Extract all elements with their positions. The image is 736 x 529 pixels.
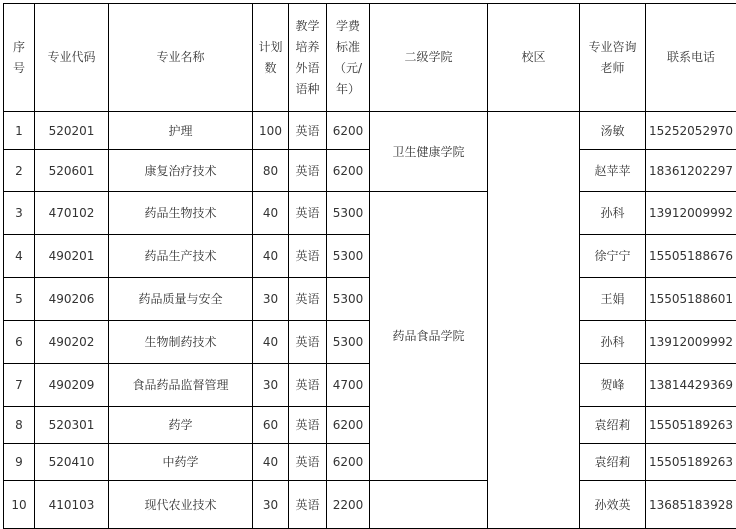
cell-fee: 6200: [327, 112, 370, 150]
cell-name: 生物制药技术: [109, 321, 253, 364]
cell-plan: 30: [253, 364, 289, 407]
cell-college-health: 卫生健康学院: [370, 112, 488, 192]
cell-name: 药学: [109, 407, 253, 444]
cell-seq: 5: [4, 278, 35, 321]
cell-name: 药品生物技术: [109, 192, 253, 235]
header-fee: 学费 标准 （元/ 年）: [327, 4, 370, 112]
cell-phone: 15505189263: [646, 407, 736, 444]
cell-seq: 2: [4, 150, 35, 192]
cell-seq: 1: [4, 112, 35, 150]
header-name: 专业名称: [109, 4, 253, 112]
header-teacher: 专业咨询 老师: [580, 4, 646, 112]
cell-fee: 5300: [327, 192, 370, 235]
cell-teacher: 孙科: [580, 192, 646, 235]
cell-code: 520601: [35, 150, 109, 192]
header-campus: 校区: [488, 4, 580, 112]
cell-seq: 7: [4, 364, 35, 407]
cell-code: 410103: [35, 481, 109, 529]
cell-fee: 6200: [327, 407, 370, 444]
header-code: 专业代码: [35, 4, 109, 112]
cell-phone: 15252052970: [646, 112, 736, 150]
cell-name: 康复治疗技术: [109, 150, 253, 192]
cell-seq: 10: [4, 481, 35, 529]
cell-fee: 4700: [327, 364, 370, 407]
cell-phone: 13912009992: [646, 192, 736, 235]
cell-college-empty: [370, 481, 488, 529]
cell-plan: 30: [253, 278, 289, 321]
cell-fee: 6200: [327, 444, 370, 481]
cell-seq: 6: [4, 321, 35, 364]
cell-language: 英语: [289, 407, 327, 444]
header-phone: 联系电话: [646, 4, 736, 112]
cell-plan: 60: [253, 407, 289, 444]
cell-code: 470102: [35, 192, 109, 235]
cell-teacher: 袁绍莉: [580, 444, 646, 481]
cell-teacher: 孙效英: [580, 481, 646, 529]
cell-college-pharma: 药品食品学院: [370, 192, 488, 481]
cell-code: 490206: [35, 278, 109, 321]
cell-code: 490201: [35, 235, 109, 278]
cell-teacher: 孙科: [580, 321, 646, 364]
cell-teacher: 王娟: [580, 278, 646, 321]
cell-plan: 30: [253, 481, 289, 529]
table-row: [4, 192, 736, 235]
cell-plan: 40: [253, 235, 289, 278]
cell-language: 英语: [289, 364, 327, 407]
cell-teacher: 赵苹苹: [580, 150, 646, 192]
cell-phone: 15505189263: [646, 444, 736, 481]
table-row: [4, 112, 736, 150]
cell-phone: 18361202297: [646, 150, 736, 192]
cell-fee: 6200: [327, 150, 370, 192]
cell-seq: 3: [4, 192, 35, 235]
header-row: [4, 4, 736, 112]
cell-code: 520410: [35, 444, 109, 481]
cell-phone: 15505188601: [646, 278, 736, 321]
cell-language: 英语: [289, 150, 327, 192]
cell-name: 中药学: [109, 444, 253, 481]
cell-plan: 40: [253, 192, 289, 235]
cell-plan: 40: [253, 444, 289, 481]
cell-language: 英语: [289, 192, 327, 235]
cell-name: 食品药品监督管理: [109, 364, 253, 407]
header-seq: 序 号: [4, 4, 35, 112]
cell-fee: 5300: [327, 235, 370, 278]
cell-code: 490209: [35, 364, 109, 407]
header-plan: 计划 数: [253, 4, 289, 112]
cell-name: 药品生产技术: [109, 235, 253, 278]
cell-plan: 100: [253, 112, 289, 150]
cell-phone: 13814429369: [646, 364, 736, 407]
cell-teacher: 贺峰: [580, 364, 646, 407]
table-row: [4, 481, 736, 529]
cell-code: 490202: [35, 321, 109, 364]
cell-seq: 4: [4, 235, 35, 278]
cell-plan: 80: [253, 150, 289, 192]
cell-seq: 8: [4, 407, 35, 444]
cell-phone: 13685183928: [646, 481, 736, 529]
cell-campus: [488, 112, 580, 529]
cell-language: 英语: [289, 278, 327, 321]
cell-phone: 15505188676: [646, 235, 736, 278]
header-language: 教学 培养 外语 语种: [289, 4, 327, 112]
cell-teacher: 徐宁宁: [580, 235, 646, 278]
cell-code: 520201: [35, 112, 109, 150]
header-college: 二级学院: [370, 4, 488, 112]
cell-code: 520301: [35, 407, 109, 444]
cell-fee: 2200: [327, 481, 370, 529]
cell-fee: 5300: [327, 278, 370, 321]
cell-teacher: 袁绍莉: [580, 407, 646, 444]
cell-language: 英语: [289, 112, 327, 150]
cell-language: 英语: [289, 481, 327, 529]
cell-language: 英语: [289, 235, 327, 278]
cell-name: 药品质量与安全: [109, 278, 253, 321]
cell-language: 英语: [289, 321, 327, 364]
cell-language: 英语: [289, 444, 327, 481]
cell-name: 现代农业技术: [109, 481, 253, 529]
cell-name: 护理: [109, 112, 253, 150]
cell-phone: 13912009992: [646, 321, 736, 364]
cell-fee: 5300: [327, 321, 370, 364]
major-table: [3, 3, 736, 529]
cell-seq: 9: [4, 444, 35, 481]
cell-plan: 40: [253, 321, 289, 364]
cell-teacher: 汤敏: [580, 112, 646, 150]
